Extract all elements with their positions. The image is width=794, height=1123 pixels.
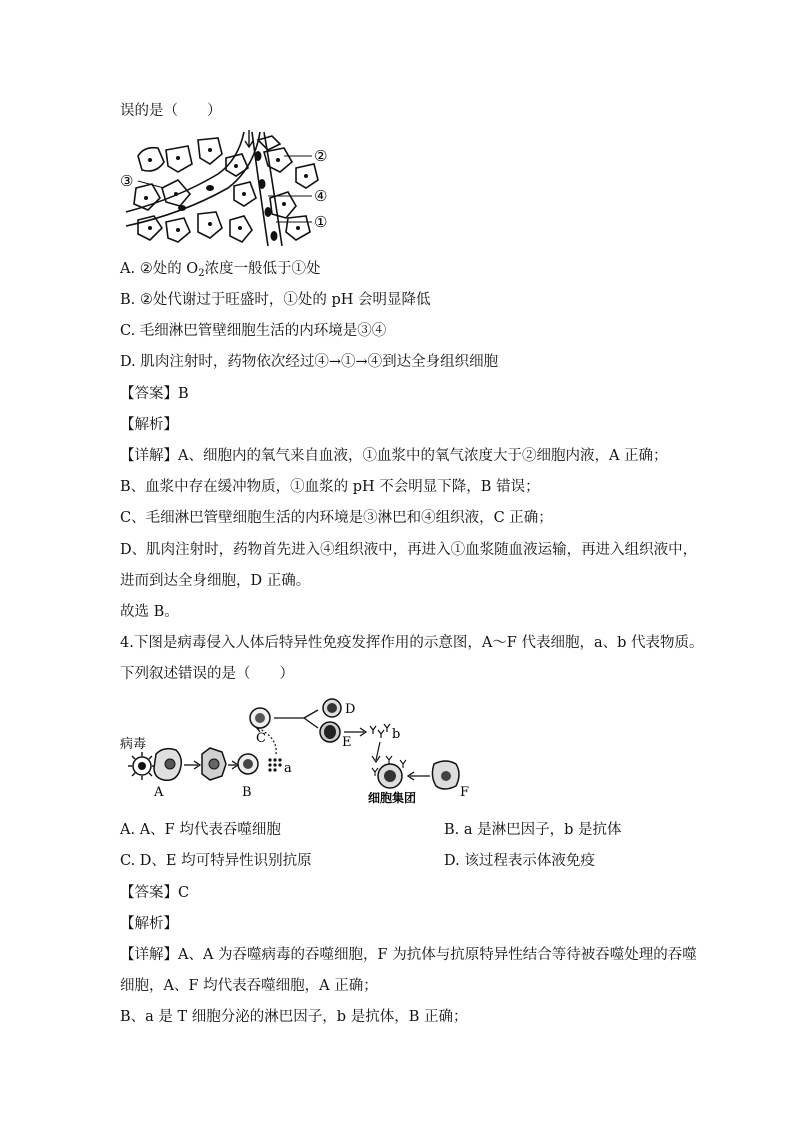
- q4-stem: 下列叙述错误的是（ ）: [120, 666, 294, 682]
- label-4: ④: [314, 187, 328, 205]
- q4-detail-line: 细胞，A、F 均代表吞噬细胞，A 正确；: [120, 978, 378, 994]
- cell-d-label: D: [345, 702, 356, 717]
- q4-option-d: D. 该过程表示体液免疫: [444, 853, 595, 869]
- q4-option-c: C. D、E 均可特异性识别抗原: [120, 853, 312, 869]
- substance-b-label: b: [392, 727, 401, 742]
- label-3: ③: [120, 172, 134, 190]
- label-1: ①: [314, 213, 328, 231]
- q3-detail-line: 【详解】A、细胞内的氧气来自血液，①血浆中的氧气浓度大于②细胞内液，A 正确；: [120, 448, 668, 464]
- q3-stem-tail: 误的是（ ）: [120, 103, 222, 119]
- q3-answer: 【答案】B: [120, 386, 189, 402]
- virus-label: 病毒: [120, 737, 147, 752]
- q4-immune-diagram: [118, 698, 478, 808]
- cell-e-label: E: [342, 735, 352, 750]
- antibody-icon: [370, 724, 390, 738]
- q4-answer: 【答案】C: [120, 885, 190, 901]
- q4-analysis-title: 【解析】: [120, 916, 178, 932]
- q4-detail-line: B、a 是 T 细胞分泌的淋巴因子，b 是抗体，B 正确；: [120, 1009, 468, 1025]
- q3-option-d: D. 肌肉注射时，药物依次经过④→①→④到达全身组织细胞: [120, 354, 499, 370]
- q3-option-a: A. ②处的 $O_2$浓度一般低于①处: [120, 261, 321, 279]
- tissue-cell: [258, 136, 280, 150]
- q3-analysis-title: 【解析】: [120, 417, 178, 433]
- q3-detail-line: D、肌肉注射时，药物首先进入④组织液中，再进入①血浆随血液运输，再进入组织液中，: [120, 542, 698, 558]
- q3-detail-line: B、血浆中存在缓冲物质，①血浆的 pH 不会明显下降，B 错误；: [120, 479, 540, 495]
- q3-detail-line: 进而到达全身细胞，D 正确。: [120, 573, 311, 589]
- q3-option-c: C. 毛细淋巴管壁细胞生活的内环境是③④: [120, 323, 387, 339]
- q3-tissue-diagram: [118, 128, 338, 250]
- q3-detail-line: 故选 B。: [120, 604, 179, 620]
- cell-f-label: F: [460, 785, 470, 800]
- q4-option-b: B. a 是淋巴因子，b 是抗体: [444, 822, 622, 838]
- cell-cluster-label: 细胞集团: [368, 791, 417, 805]
- q4-detail-line: 【详解】A、A 为吞噬病毒的吞噬细胞，F 为抗体与抗原特异性结合等待被吞噬处理的吞噬: [120, 947, 697, 963]
- cell-b-label: B: [242, 785, 252, 800]
- substance-a-label: a: [284, 761, 292, 776]
- q3-detail-line: C、毛细淋巴管壁细胞生活的内环境是③淋巴和④组织液，C 正确；: [120, 510, 553, 526]
- cell-a-label: A: [154, 785, 164, 800]
- q3-option-b: B. ②处代谢过于旺盛时，①处的 pH 会明显降低: [120, 292, 431, 308]
- blood-capillary-wall: [252, 132, 268, 246]
- cell-c-label: C: [256, 731, 266, 746]
- virus-icon: [128, 752, 156, 780]
- q4-option-a: A. A、F 均代表吞噬细胞: [120, 822, 281, 838]
- q4-stem: 4.下图是病毒侵入人体后特异性免疫发挥作用的示意图，A～F 代表细胞，a、b 代表物质。: [120, 635, 704, 651]
- label-2: ②: [314, 147, 328, 165]
